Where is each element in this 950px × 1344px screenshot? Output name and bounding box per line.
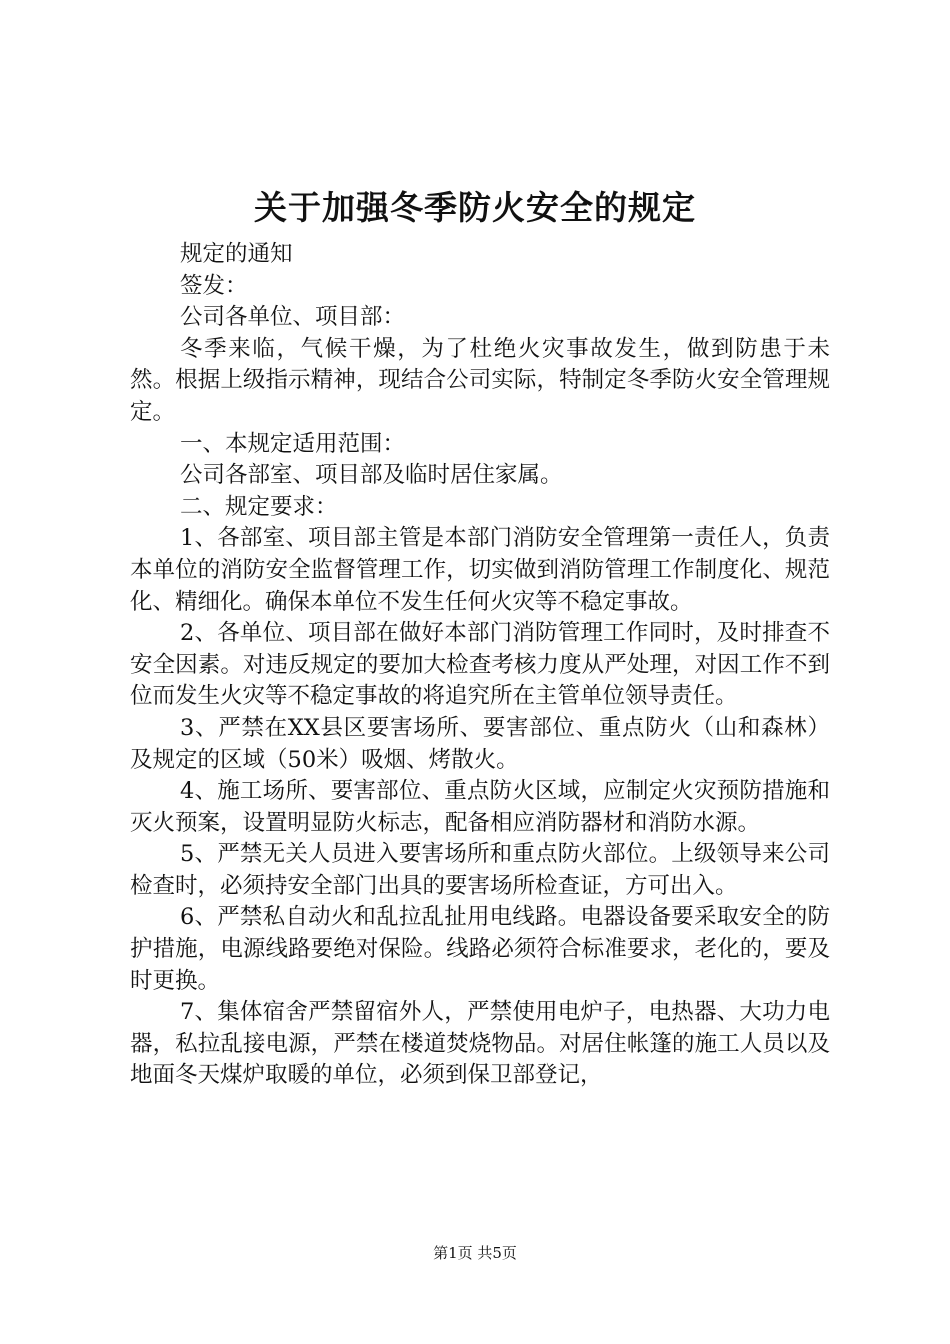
paragraph-intro: 冬季来临，气候干燥，为了杜绝火灾事故发生，做到防患于未然。根据上级指示精神，现结合公司实际，特制定冬季防火安全管理规定。 <box>130 335 830 425</box>
requirement-item-3: 3、严禁在XX县区要害场所、要害部位、重点防火（山和森林）及规定的区域（50米）吸烟、烤散火。 <box>130 714 830 773</box>
paragraph-recipients: 公司各单位、项目部： <box>180 304 406 331</box>
document-title: 关于加强冬季防火安全的规定 <box>254 188 696 227</box>
document-body <box>130 239 830 1092</box>
requirement-item-7: 7、集体宿舍严禁留宿外人，严禁使用电炉子，电热器、大功力电器，私拉乱接电源，严禁在楼道焚烧物品。对居住帐篷的施工人员以及地面冬天煤炉取暖的单位，必须到保卫部登记， <box>130 999 830 1089</box>
requirement-item-4: 4、施工场所、要害部位、重点防火区域，应制定火灾预防措施和灭火预案，设置明显防火标志，配备相应消防器材和消防水源。 <box>130 778 830 836</box>
page-footer: 第1页 共5页 <box>433 1244 517 1262</box>
requirement-item-1: 1、各部室、项目部主管是本部门消防安全管理第一责任人，负责本单位的消防安全监督管理工作，切实做到消防管理工作制度化、规范化、精细化。确保本单位不发生任何火灾等不稳定事故。 <box>130 525 830 615</box>
requirement-item-5: 5、严禁无关人员进入要害场所和重点防火部位。上级领导来公司检查时，必须持安全部门出具的要害场所检查证，方可出入。 <box>130 841 830 899</box>
section-heading-requirements: 二、规定要求： <box>180 493 338 520</box>
paragraph-signed: 签发： <box>180 272 248 299</box>
section-heading-scope: 一、本规定适用范围： <box>180 430 406 457</box>
paragraph-scope: 公司各部室、项目部及临时居住家属。 <box>180 462 563 489</box>
paragraph-notice: 规定的通知 <box>180 241 293 267</box>
requirement-item-2: 2、各单位、项目部在做好本部门消防管理工作同时，及时排查不安全因素。对违反规定的要加大检查考核力度从严处理，对因工作不到位而发生火灾等不稳定事故的将追究所在主管单位领导责任。 <box>130 620 830 710</box>
requirement-item-6: 6、严禁私自动火和乱拉乱扯用电线路。电器设备要采取安全的防护措施，电源线路要绝对保险。线路必须符合标准要求，老化的，要及时更换。 <box>130 904 830 994</box>
